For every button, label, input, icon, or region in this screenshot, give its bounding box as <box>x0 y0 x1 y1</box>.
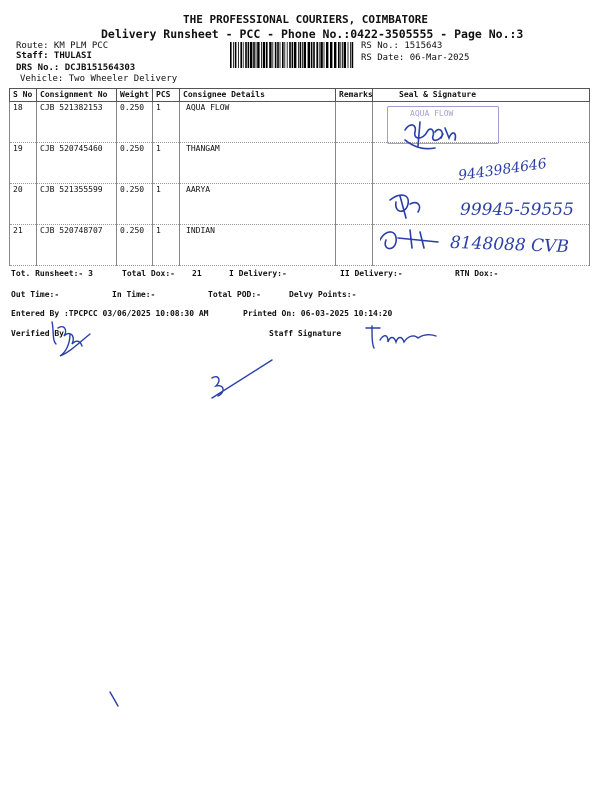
cell-weight: 0.250 <box>117 102 153 143</box>
company-title: THE PROFESSIONAL COURIERS, COIMBATORE <box>183 13 429 26</box>
col-header-sno: S No <box>10 89 37 102</box>
cell-sno: 20 <box>10 184 37 225</box>
col-header-remarks: Remarks <box>336 89 373 102</box>
pen-stroke <box>110 692 118 706</box>
col-header-consignment: Consignment No <box>37 89 117 102</box>
printed-on: Printed On: 06-03-2025 10:14:20 <box>243 309 393 318</box>
i-delivery: I Delivery:- <box>229 269 287 278</box>
cell-pcs: 1 <box>153 143 180 184</box>
signature-row20 <box>390 195 420 218</box>
col-header-pcs: PCS <box>153 89 180 102</box>
rtn-dox: RTN Dox:- <box>455 269 499 278</box>
cell-pcs: 1 <box>153 225 180 266</box>
total-dox-label: Total Dox:- <box>122 269 175 278</box>
col-header-consignee: Consignee Details <box>180 89 336 102</box>
col-header-weight: Weight <box>117 89 153 102</box>
handwritten-phone-row20: 99945-59555 <box>460 200 574 220</box>
handwritten-phone-row21: 8148088 CVB <box>449 232 570 258</box>
col-header-seal: Seal & Signature <box>373 89 590 102</box>
out-time: Out Time:- <box>11 290 60 299</box>
entered-by: Entered By :TPCPCC 03/06/2025 10:08:30 AM <box>11 309 209 318</box>
cell-consignee: INDIAN <box>180 225 336 266</box>
stamp-text: AQUA FLOW <box>410 109 454 118</box>
total-pod: Total POD:- <box>208 290 261 299</box>
cell-sno: 21 <box>10 225 37 266</box>
signature-row18 <box>405 125 455 140</box>
vehicle-label: Vehicle: Two Wheeler Delivery <box>20 74 178 84</box>
runsheet-subtitle: Delivery Runsheet - PCC - Phone No.:0422-3505555 - Page No.:3 <box>101 27 524 41</box>
signature-row21 <box>380 230 438 249</box>
cell-remarks <box>336 102 373 143</box>
rs-number: RS No.: 1515643 <box>361 41 443 51</box>
total-dox-value: 21 <box>192 269 202 278</box>
cell-remarks <box>336 184 373 225</box>
pen-mark <box>212 360 272 398</box>
rs-date: RS Date: 06-Mar-2025 <box>361 53 470 63</box>
handwritten-phone-row18: 9443984646 <box>457 155 548 185</box>
ii-delivery: II Delivery:- <box>340 269 403 278</box>
verified-by: Verified By <box>11 329 64 338</box>
cell-pcs: 1 <box>153 102 180 143</box>
delvy-points: Delvy Points:- <box>289 290 357 299</box>
in-time: In Time:- <box>112 290 156 299</box>
cell-weight: 0.250 <box>117 225 153 266</box>
cell-remarks <box>336 225 373 266</box>
staff-signature-label: Staff Signature <box>269 329 342 338</box>
cell-consignee: AQUA FLOW <box>180 102 336 143</box>
tot-runsheet: Tot. Runsheet:- 3 <box>11 269 93 278</box>
cell-consignee: AARYA <box>180 184 336 225</box>
cell-consignment: CJB 521355599 <box>37 184 117 225</box>
cell-pcs: 1 <box>153 184 180 225</box>
cell-consignment: CJB 520748707 <box>37 225 117 266</box>
cell-weight: 0.250 <box>117 143 153 184</box>
verified-signature <box>52 322 90 356</box>
cell-weight: 0.250 <box>117 184 153 225</box>
drs-label: DRS No.: DCJB151564303 <box>16 63 136 73</box>
barcode <box>230 42 354 68</box>
route-label: Route: KM PLM PCC <box>16 41 109 51</box>
cell-sno: 19 <box>10 143 37 184</box>
cell-consignment: CJB 521382153 <box>37 102 117 143</box>
footer-signatures <box>0 300 600 720</box>
cell-consignment: CJB 520745460 <box>37 143 117 184</box>
cell-sno: 18 <box>10 102 37 143</box>
cell-remarks <box>336 143 373 184</box>
staff-signature <box>366 326 436 348</box>
cell-consignee: THANGAM <box>180 143 336 184</box>
staff-label: Staff: THULASI <box>16 51 92 61</box>
